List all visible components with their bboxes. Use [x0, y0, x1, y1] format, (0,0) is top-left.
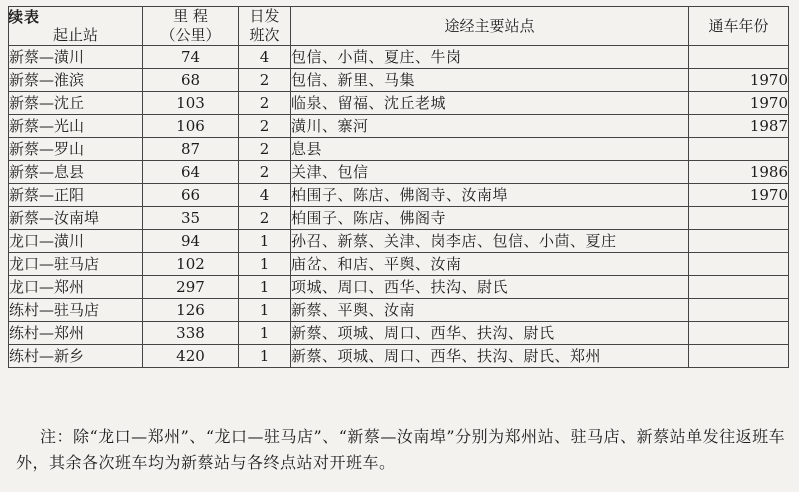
mileage-cell: 87	[143, 138, 239, 161]
route-name-cell: 练村—郑州	[9, 322, 143, 345]
header-daily-line2: 班次	[249, 26, 280, 44]
mileage-cell: 126	[143, 299, 239, 322]
header-daily-trips	[239, 7, 291, 46]
table-row	[9, 207, 789, 230]
open-year-cell: 1970	[689, 69, 789, 92]
table-row	[9, 69, 789, 92]
mileage-cell: 420	[143, 345, 239, 368]
table-row	[9, 184, 789, 207]
stops-cell: 新蔡、项城、周口、西华、扶沟、尉氏、郑州	[291, 345, 689, 368]
daily-trips-cell: 1	[239, 299, 291, 322]
route-name-cell: 龙口—潢川	[9, 230, 143, 253]
open-year-cell	[689, 276, 789, 299]
table-row	[9, 115, 789, 138]
stops-cell: 柏围子、陈店、佛阁寺	[291, 207, 689, 230]
open-year-cell	[689, 345, 789, 368]
table-row	[9, 322, 789, 345]
daily-trips-cell: 1	[239, 230, 291, 253]
open-year-cell: 1986	[689, 161, 789, 184]
open-year-cell	[689, 207, 789, 230]
table-row	[9, 299, 789, 322]
daily-trips-cell: 1	[239, 322, 291, 345]
table-header-row	[9, 7, 789, 46]
route-name-cell: 新蔡—潢川	[9, 46, 143, 69]
stops-cell: 新蔡、项城、周口、西华、扶沟、尉氏	[291, 322, 689, 345]
table-row	[9, 230, 789, 253]
header-daily-line1: 日发	[249, 7, 280, 25]
open-year-cell	[689, 253, 789, 276]
table-row	[9, 138, 789, 161]
stops-cell: 柏围子、陈店、佛阁寺、汝南埠	[291, 184, 689, 207]
header-mileage-line1: 里 程	[173, 7, 208, 25]
open-year-cell	[689, 322, 789, 345]
daily-trips-cell: 1	[239, 276, 291, 299]
stops-cell: 包信、新里、马集	[291, 69, 689, 92]
stops-cell: 包信、小茴、夏庄、牛岗	[291, 46, 689, 69]
stops-cell: 关津、包信	[291, 161, 689, 184]
route-name-cell: 龙口—郑州	[9, 276, 143, 299]
mileage-cell: 74	[143, 46, 239, 69]
header-route-stops: 途经主要站点	[291, 7, 689, 46]
footnote: 注：除“龙口—郑州”、“龙口—驻马店”、“新蔡—汝南埠”分别为郑州站、驻马店、新蔡站单发往返班车外，其余各次班车均为新蔡站与各终点站对开班车。	[16, 427, 786, 472]
route-name-cell: 练村—新乡	[9, 345, 143, 368]
stops-cell: 孙召、新蔡、关津、岗李店、包信、小茴、夏庄	[291, 230, 689, 253]
mileage-cell: 338	[143, 322, 239, 345]
mileage-cell: 102	[143, 253, 239, 276]
daily-trips-cell: 2	[239, 115, 291, 138]
stops-cell: 临泉、留福、沈丘老城	[291, 92, 689, 115]
daily-trips-cell: 1	[239, 253, 291, 276]
open-year-cell	[689, 138, 789, 161]
open-year-cell: 1987	[689, 115, 789, 138]
mileage-cell: 94	[143, 230, 239, 253]
daily-trips-cell: 4	[239, 46, 291, 69]
daily-trips-cell: 2	[239, 69, 291, 92]
mileage-cell: 66	[143, 184, 239, 207]
route-name-cell: 新蔡—光山	[9, 115, 143, 138]
header-start-station: 起止站	[9, 7, 143, 46]
mileage-cell: 103	[143, 92, 239, 115]
route-name-cell: 新蔡—罗山	[9, 138, 143, 161]
continued-label: 续表	[8, 8, 41, 26]
open-year-cell	[689, 46, 789, 69]
mileage-cell: 64	[143, 161, 239, 184]
route-name-cell: 新蔡—息县	[9, 161, 143, 184]
mileage-cell: 68	[143, 69, 239, 92]
mileage-cell: 35	[143, 207, 239, 230]
route-name-cell: 练村—驻马店	[9, 299, 143, 322]
table-row	[9, 345, 789, 368]
open-year-cell: 1970	[689, 184, 789, 207]
header-mileage	[143, 7, 239, 46]
stops-cell: 新蔡、平舆、汝南	[291, 299, 689, 322]
table-row	[9, 92, 789, 115]
daily-trips-cell: 2	[239, 207, 291, 230]
route-name-cell: 龙口—驻马店	[9, 253, 143, 276]
mileage-cell: 297	[143, 276, 239, 299]
stops-cell: 项城、周口、西华、扶沟、尉氏	[291, 276, 689, 299]
table-row	[9, 161, 789, 184]
table-row	[9, 276, 789, 299]
route-name-cell: 新蔡—汝南埠	[9, 207, 143, 230]
stops-cell: 庙岔、和店、平舆、汝南	[291, 253, 689, 276]
open-year-cell: 1970	[689, 92, 789, 115]
open-year-cell	[689, 299, 789, 322]
route-name-cell: 新蔡—沈丘	[9, 92, 143, 115]
daily-trips-cell: 1	[239, 345, 291, 368]
header-mileage-line2: （公里）	[160, 26, 221, 44]
table-row	[9, 253, 789, 276]
header-open-year: 通车年份	[689, 7, 789, 46]
bus-routes-table	[8, 6, 789, 368]
stops-cell: 潢川、寨河	[291, 115, 689, 138]
stops-cell: 息县	[291, 138, 689, 161]
route-name-cell: 新蔡—淮滨	[9, 69, 143, 92]
daily-trips-cell: 2	[239, 138, 291, 161]
daily-trips-cell: 2	[239, 161, 291, 184]
daily-trips-cell: 2	[239, 92, 291, 115]
mileage-cell: 106	[143, 115, 239, 138]
open-year-cell	[689, 230, 789, 253]
route-name-cell: 新蔡—正阳	[9, 184, 143, 207]
daily-trips-cell: 4	[239, 184, 291, 207]
table-row	[9, 46, 789, 69]
